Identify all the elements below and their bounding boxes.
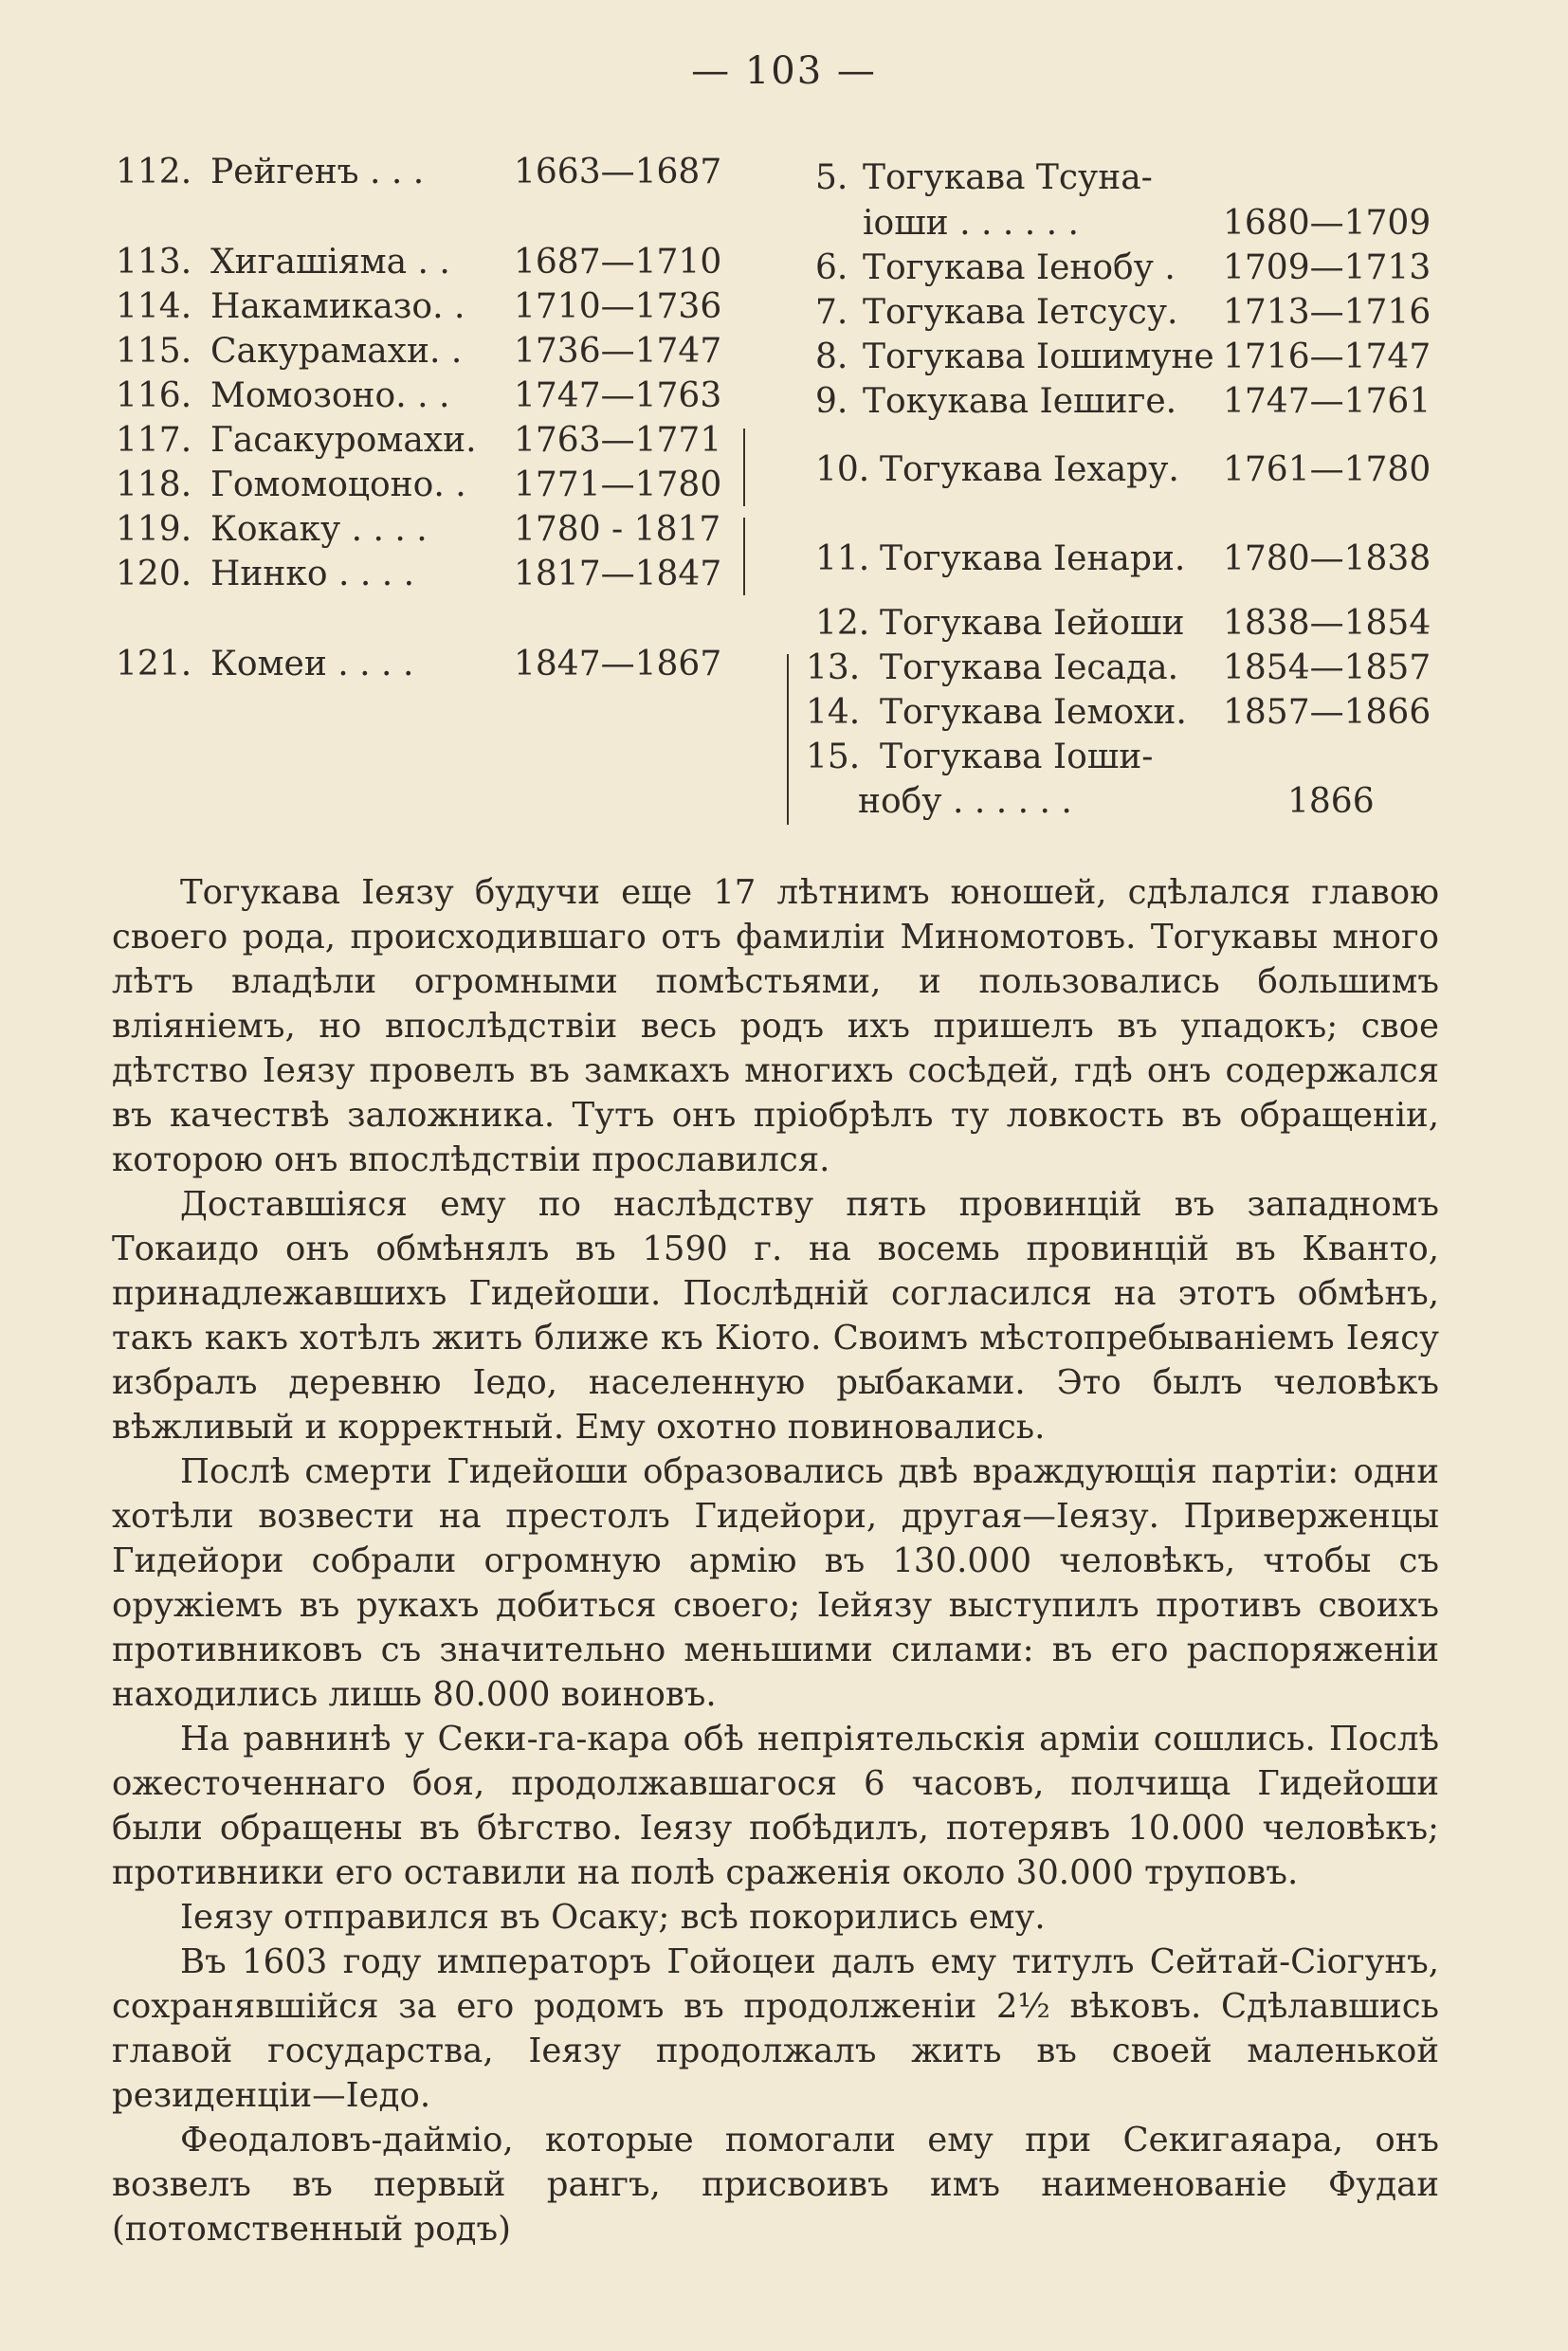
row-years: 1761—1780 — [1223, 450, 1431, 489]
row-name: Токукава Іешиге. — [863, 382, 1177, 421]
paragraph: Тогукава Іеязу будучи еще 17 лѣтнимъ юношей, сдѣлался главою своего рода, происходившаго отъ фамиліи Миномотовъ. Тогукавы много лѣтъ владѣли огромными помѣстьями, и пользовались большимъ вліяніемъ, но впослѣдствіи весь родъ ихъ пришелъ въ упадокъ; свое дѣтство Іеязу провелъ въ замкахъ многихъ сосѣдей, гдѣ онъ содержался въ качествѣ заложника. Тутъ онъ пріобрѣлъ ту ловкость въ обращеніи, которою онъ впослѣдствіи прославился. — [112, 873, 1439, 1179]
row-number: 117. — [116, 421, 192, 460]
row-number: 116. — [116, 376, 192, 415]
row-name: Тогукава Іенари. — [880, 539, 1186, 578]
table-row — [116, 642, 413, 686]
row-number: 15. — [806, 738, 861, 776]
row-number: 13. — [806, 648, 861, 687]
table-row — [116, 507, 428, 552]
row-number: 118. — [116, 465, 192, 504]
row-years: 1680—1709 — [1223, 204, 1431, 243]
paragraph: Іеязу отправился въ Осаку; всѣ покорились ему. — [180, 1898, 1046, 1937]
row-years: 1847—1867 — [514, 645, 722, 683]
row-number: 114. — [116, 287, 192, 326]
table-row — [116, 284, 465, 329]
row-number: 10. — [815, 450, 870, 489]
row-years: 1710—1736 — [514, 287, 722, 326]
row-number: 11. — [815, 539, 870, 578]
page-number: — 103 — — [691, 49, 877, 93]
row-number: 119. — [116, 510, 192, 549]
table-row — [116, 150, 424, 194]
row-name-continued: іоши . . . . . . — [863, 204, 1079, 243]
row-name-continued: нобу . . . . . . — [858, 782, 1072, 821]
paragraph: Феодаловъ-дайміо, которые помогали ему при Секигаяара, онъ возвелъ въ первый рангъ, присвоивъ имъ наименованіе Фудаи (потомственный родъ) — [112, 2121, 1439, 2249]
bracket-117-118 — [738, 428, 745, 506]
row-years: 1716—1747 — [1223, 337, 1431, 376]
row-years: 1780 - 1817 — [514, 510, 721, 549]
row-number: 112. — [116, 153, 192, 191]
row-number: 14. — [806, 693, 861, 732]
table-row — [815, 335, 1214, 379]
row-years: 1687—1710 — [514, 243, 722, 282]
row-name: Тогукава Іоши- — [880, 738, 1154, 776]
row-years: 1747—1763 — [514, 376, 722, 415]
paragraph: Въ 1603 году императоръ Гойоцеи далъ ему титулъ Сейтай-Сіогунъ, сохранявшійся за его родомъ въ продолженіи 2½ вѣковъ. Сдѣлавшись главой государства, Іеязу продолжалъ жить въ своей маленькой резиденціи—Іедо. — [112, 1942, 1439, 2115]
row-name: Нинко . . . . — [210, 555, 415, 593]
table-row — [815, 246, 1176, 290]
table-row — [815, 601, 1185, 646]
paragraph: На равнинѣ у Секи-га-кара обѣ непріятельскія арміи сошлись. Послѣ ожесточеннаго боя, продолжавшагося 6 часовъ, полчища Гидейоши были обращены въ бѣгство. Іеязу побѣдилъ, потерявъ 10.000 человѣкъ; противники его оставили на полѣ сраженія около 30.000 труповъ. — [112, 1720, 1439, 1892]
table-row — [116, 240, 450, 284]
row-number: 8. — [815, 337, 848, 376]
row-number: 113. — [116, 243, 192, 282]
row-name: Тогукава Іетсусу. — [863, 293, 1178, 332]
row-years: 1763—1771 — [514, 421, 722, 460]
body-text — [112, 870, 1439, 2251]
row-number: 12. — [815, 604, 870, 643]
table-row — [116, 418, 477, 463]
table-row — [815, 155, 1153, 200]
row-name: Хигашіяма . . — [210, 243, 450, 282]
row-name: Накамиказо. . — [210, 287, 465, 326]
row-years: 1736—1747 — [514, 332, 722, 371]
table-row-continued — [863, 201, 1079, 246]
row-name: Сакурамахи. . — [210, 332, 463, 371]
row-number: 121. — [116, 645, 192, 683]
row-name: Тогукава Іенобу . — [863, 248, 1176, 287]
row-years: 1854—1857 — [1223, 648, 1431, 687]
table-row — [806, 735, 1153, 779]
row-years: 1780—1838 — [1223, 539, 1431, 578]
row-years: 1866 — [1287, 782, 1375, 821]
table-row — [116, 552, 414, 596]
paragraph: Послѣ смерти Гидейоши образовались двѣ враждующія партіи: одни хотѣли возвести на престолъ Гидейори, другая—Іеязу. Приверженцы Гидейори собрали огромную армію въ 130.000 человѣкъ, чтобы съ оружіемъ въ рукахъ добиться своего; Іейязу выступилъ противъ своихъ противниковъ съ значительно меньшими силами: въ его распоряженіи находились лишь 80.000 воиновъ. — [112, 1452, 1439, 1714]
row-name: Тогукава Тсуна- — [863, 158, 1153, 197]
row-years: 1838—1854 — [1223, 604, 1431, 643]
table-row — [806, 690, 1187, 735]
row-years: 1857—1866 — [1223, 693, 1431, 732]
table-row — [806, 646, 1178, 690]
row-name: Гасакуромахи. — [210, 421, 477, 460]
bracket-121 — [787, 654, 794, 825]
row-name: Тогукава Іесада. — [880, 648, 1179, 687]
row-name: Тогукава Іошимуне — [863, 337, 1214, 376]
row-number: 6. — [815, 248, 848, 287]
row-years: 1747—1761 — [1223, 382, 1431, 421]
table-row — [815, 447, 1179, 492]
table-row — [815, 379, 1176, 424]
table-row — [116, 329, 462, 374]
bracket-119-120 — [738, 518, 745, 595]
table-row — [116, 374, 449, 418]
table-row-continued — [858, 779, 1072, 824]
row-number: 120. — [116, 555, 192, 593]
row-number: 7. — [815, 293, 848, 332]
row-name: Тогукава Іемохи. — [880, 693, 1187, 732]
row-years: 1663—1687 — [514, 153, 722, 191]
row-name: Тогукава Іейоши — [880, 604, 1185, 643]
paragraph: Доставшіяся ему по наслѣдству пять провинцій въ западномъ Токаидо онъ обмѣнялъ въ 1590 г. на восемь провинцій въ Кванто, принадлежавшихъ Гидейоши. Послѣдній согласился на этотъ обмѣнъ, такъ какъ хотѣлъ жить ближе къ Кіото. Своимъ мѣстопребываніемъ Іеясу избралъ деревню Іедо, населенную рыбаками. Это былъ человѣкъ вѣжливый и корректный. Ему охотно повиновались. — [112, 1185, 1439, 1447]
row-years: 1817—1847 — [514, 555, 722, 593]
row-number: 115. — [116, 332, 192, 371]
row-number: 9. — [815, 382, 848, 421]
row-number: 5. — [815, 158, 848, 197]
table-row — [116, 463, 466, 507]
table-row — [815, 290, 1177, 335]
row-years: 1713—1716 — [1223, 293, 1431, 332]
row-name: Комеи . . . . — [210, 645, 414, 683]
row-name: Гомомоцоно. . — [210, 465, 466, 504]
row-years: 1709—1713 — [1223, 248, 1431, 287]
row-name: Тогукава Іехару. — [880, 450, 1179, 489]
row-name: Момозоно. . . — [210, 376, 450, 415]
table-row — [815, 537, 1185, 581]
row-years: 1771—1780 — [514, 465, 722, 504]
row-name: Кокаку . . . . — [210, 510, 428, 549]
row-name: Рейгенъ . . . — [210, 153, 425, 191]
